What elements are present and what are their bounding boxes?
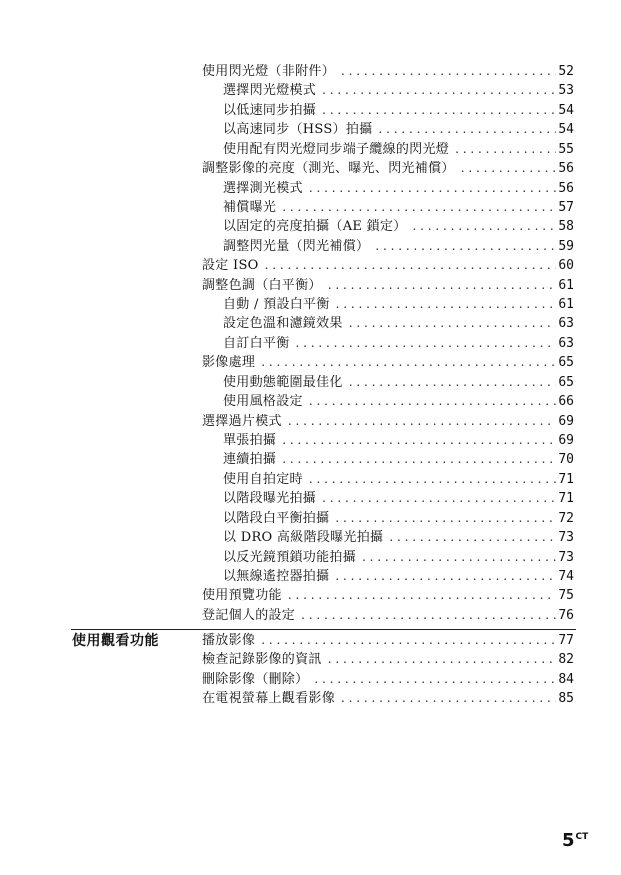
toc-entry[interactable] xyxy=(202,489,574,508)
toc-entry-page: 65 xyxy=(558,374,574,390)
toc-entry-title: 單張拍攝 xyxy=(223,433,277,449)
toc-leader-dots xyxy=(282,198,556,217)
toc-entry-page: 85 xyxy=(558,691,574,707)
toc-entry-page: 76 xyxy=(558,607,574,623)
toc-entry-title: 調整閃光量（閃光補償） xyxy=(223,238,370,254)
toc-entry-page: 58 xyxy=(558,219,574,235)
toc-entry[interactable] xyxy=(202,217,574,236)
toc-entry-title: 以無線遙控器拍攝 xyxy=(223,568,330,584)
toc-entry-title: 以反光鏡預鎖功能拍攝 xyxy=(223,549,357,565)
toc-leader-dots xyxy=(322,81,556,100)
toc-entry-page: 74 xyxy=(558,568,574,584)
toc-entry[interactable] xyxy=(202,62,574,81)
toc-leader-dots xyxy=(309,392,557,411)
toc-entry-page: 65 xyxy=(558,355,574,371)
toc-leader-dots xyxy=(375,237,556,256)
toc-entry[interactable] xyxy=(202,431,574,450)
toc-entry[interactable] xyxy=(202,450,574,469)
toc-leader-dots xyxy=(349,373,557,392)
toc-entry[interactable] xyxy=(202,586,574,605)
toc-entry-title: 以階段白平衡拍攝 xyxy=(223,510,330,526)
toc-entry-page: 56 xyxy=(558,180,574,196)
toc-entry-title: 影像處理 xyxy=(202,355,256,371)
toc-entry-page: 61 xyxy=(558,277,574,293)
toc-entry[interactable] xyxy=(202,295,574,314)
toc-entry-page: 63 xyxy=(558,316,574,332)
toc-entry-page: 57 xyxy=(558,199,574,215)
toc-entry-title: 調整影像的亮度（測光、曝光、閃光補償） xyxy=(202,161,455,177)
toc-entry-title: 使用動態範圍最佳化 xyxy=(223,374,343,390)
toc-entry-title: 補償曝光 xyxy=(223,199,277,215)
toc-entry-page: 77 xyxy=(558,633,574,648)
toc-entry-page: 56 xyxy=(558,161,574,177)
toc-entry-title: 調整色調（白平衡） xyxy=(202,277,322,293)
toc-leader-dots xyxy=(362,548,556,567)
toc-leader-dots xyxy=(314,670,556,689)
toc-entry-title: 檢查記錄影像的資訊 xyxy=(202,652,322,668)
toc-entry-title: 選擇過片模式 xyxy=(202,413,282,429)
toc-entry-title: 自動 / 預設白平衡 xyxy=(223,297,330,313)
toc-leader-dots xyxy=(341,689,556,708)
toc-entry-page: 60 xyxy=(558,258,574,274)
toc-leader-dots xyxy=(455,140,556,159)
toc-entry[interactable] xyxy=(202,179,574,198)
toc-entry[interactable] xyxy=(202,412,574,431)
toc-entry[interactable] xyxy=(202,548,574,567)
toc-entry[interactable] xyxy=(202,567,574,586)
toc-entry[interactable] xyxy=(202,237,574,256)
toc-leader-dots xyxy=(288,586,557,605)
toc-list-shooting xyxy=(202,62,574,625)
toc-entry-page: 61 xyxy=(558,297,574,313)
toc-entry-page: 53 xyxy=(558,83,574,99)
toc-entry[interactable] xyxy=(202,373,574,392)
toc-entry-title: 使用配有閃光燈同步端子纜線的閃光燈 xyxy=(223,141,450,157)
toc-leader-dots xyxy=(309,179,557,198)
toc-entry-page: 54 xyxy=(558,122,574,138)
toc-entry-title: 登記個人的設定 xyxy=(202,607,296,623)
toc-entry[interactable] xyxy=(202,314,574,333)
toc-entry-title: 選擇測光模式 xyxy=(223,180,303,196)
toc-entry[interactable] xyxy=(202,509,574,528)
toc-entry[interactable] xyxy=(202,689,574,708)
toc-entry-page: 59 xyxy=(558,238,574,254)
toc-entry[interactable] xyxy=(202,631,574,650)
toc-entry-title: 刪除影像（刪除） xyxy=(202,671,309,687)
toc-leader-dots xyxy=(301,606,556,625)
toc-leader-dots xyxy=(335,567,556,586)
toc-leader-dots xyxy=(336,295,557,314)
toc-leader-dots xyxy=(296,334,557,353)
toc-entry[interactable] xyxy=(202,606,574,625)
toc-entry[interactable] xyxy=(202,140,574,159)
toc-entry[interactable] xyxy=(202,198,574,217)
toc-entry[interactable] xyxy=(202,101,574,120)
toc-entry[interactable] xyxy=(202,334,574,353)
toc-entry-page: 75 xyxy=(558,588,574,604)
toc-leader-dots xyxy=(461,159,557,178)
toc-entry-title: 以高速同步（HSS）拍攝 xyxy=(223,122,373,138)
toc-entry-page: 70 xyxy=(558,452,574,468)
toc-entry-title: 以階段曝光拍攝 xyxy=(223,491,317,507)
toc-leader-dots xyxy=(322,101,556,120)
toc-entry[interactable] xyxy=(202,120,574,139)
toc-entry-page: 69 xyxy=(558,433,574,449)
toc-entry-title: 設定色溫和濾鏡效果 xyxy=(223,316,343,332)
toc-entry[interactable] xyxy=(202,256,574,275)
toc-entry-title: 以低速同步拍攝 xyxy=(223,102,317,118)
toc-entry-title: 在電視螢幕上觀看影像 xyxy=(202,691,336,707)
toc-entry[interactable] xyxy=(202,81,574,100)
page-number-suffix: CT xyxy=(575,832,589,842)
toc-entry[interactable] xyxy=(202,528,574,547)
toc-leader-dots xyxy=(261,353,556,372)
page-number-value: 5 xyxy=(562,830,575,851)
toc-entry[interactable] xyxy=(202,159,574,178)
toc-entry-title: 選擇閃光燈模式 xyxy=(223,83,317,99)
page-number xyxy=(562,827,588,851)
toc-leader-dots xyxy=(379,120,557,139)
toc-list-viewing xyxy=(202,631,574,709)
toc-entry-title: 使用風格設定 xyxy=(223,394,303,410)
toc-entry[interactable] xyxy=(202,392,574,411)
toc-entry[interactable] xyxy=(202,670,574,689)
toc-entry[interactable] xyxy=(202,353,574,372)
toc-entry-page: 84 xyxy=(558,671,574,687)
toc-entry-title: 設定 ISO xyxy=(202,258,259,274)
section-divider xyxy=(71,629,576,630)
toc-entry[interactable] xyxy=(202,276,574,295)
toc-entry-title: 以 DRO 高級階段曝光拍攝 xyxy=(223,530,384,546)
toc-leader-dots xyxy=(322,489,556,508)
toc-leader-dots xyxy=(265,256,557,275)
toc-entry[interactable] xyxy=(202,470,574,489)
toc-entry-page: 55 xyxy=(558,141,574,157)
toc-leader-dots xyxy=(328,276,557,295)
toc-entry-page: 52 xyxy=(558,64,574,79)
toc-leader-dots xyxy=(309,470,557,489)
toc-entry-page: 71 xyxy=(558,491,574,507)
toc-leader-dots xyxy=(282,450,556,469)
toc-leader-dots xyxy=(389,528,556,547)
toc-entry-page: 73 xyxy=(558,530,574,546)
toc-leader-dots xyxy=(335,509,556,528)
toc-leader-dots xyxy=(328,650,557,669)
toc-leader-dots xyxy=(282,431,556,450)
toc-entry-page: 63 xyxy=(558,335,574,351)
toc-entry-page: 54 xyxy=(558,102,574,118)
toc-entry[interactable] xyxy=(202,650,574,669)
toc-leader-dots xyxy=(288,412,557,431)
toc-entry-title: 使用自拍定時 xyxy=(223,471,303,487)
toc-entry-title: 連續拍攝 xyxy=(223,452,277,468)
toc-entry-title: 使用閃光燈（非附件） xyxy=(202,64,336,79)
toc-entry-page: 73 xyxy=(558,549,574,565)
toc-entry-page: 66 xyxy=(558,394,574,410)
toc-entry-page: 69 xyxy=(558,413,574,429)
toc-leader-dots xyxy=(413,217,557,236)
toc-entry-title: 使用預覽功能 xyxy=(202,588,282,604)
toc-entry-page: 72 xyxy=(558,510,574,526)
toc-entry-title: 播放影像 xyxy=(202,633,256,648)
toc-entry-page: 82 xyxy=(558,652,574,668)
toc-leader-dots xyxy=(341,62,556,81)
toc-entry-title: 自訂白平衡 xyxy=(223,335,290,351)
toc-entry-page: 71 xyxy=(558,471,574,487)
toc-entry-title: 以固定的亮度拍攝（AE 鎖定） xyxy=(223,219,407,235)
toc-leader-dots xyxy=(349,314,557,333)
section-title: 使用觀看功能 xyxy=(72,633,159,649)
toc-leader-dots xyxy=(261,631,556,650)
